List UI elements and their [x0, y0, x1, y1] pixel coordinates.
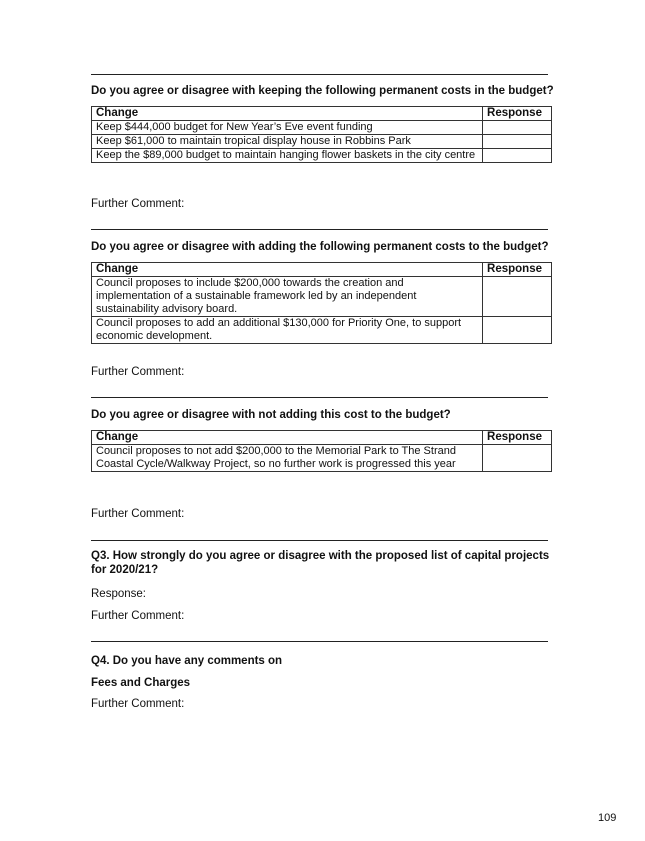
sub-heading: Fees and Charges	[91, 677, 191, 689]
response-cell[interactable]	[483, 135, 552, 149]
divider-rule	[91, 229, 548, 230]
table-header-row	[92, 263, 552, 277]
table-header-row	[92, 107, 552, 121]
table-row	[92, 445, 552, 472]
header-change: Change	[92, 431, 483, 445]
header-response: Response	[483, 107, 552, 121]
change-cell: Council proposes to add an additional $130,000 for Priority One, to support economic development.	[92, 317, 483, 344]
question-heading: Do you agree or disagree with adding the following permanent costs to the budget?	[91, 241, 549, 253]
divider-rule	[91, 74, 548, 75]
page-number: 109	[598, 812, 617, 824]
change-cell: Keep the $89,000 budget to maintain hanging flower baskets in the city centre	[92, 149, 483, 163]
response-cell[interactable]	[483, 149, 552, 163]
divider-rule	[91, 397, 548, 398]
question-heading: Q3. How strongly do you agree or disagree with the proposed list of capital projects for 2020/21?	[91, 550, 550, 576]
change-cell: Council proposes to not add $200,000 to the Memorial Park to The Strand Coastal Cycle/Walkway Project, so no further work is progressed this year	[92, 445, 483, 472]
header-response: Response	[483, 263, 552, 277]
table-header-row	[92, 431, 552, 445]
table-row	[92, 277, 552, 317]
further-comment-label: Further Comment:	[91, 508, 185, 520]
header-change: Change	[92, 263, 483, 277]
response-label: Response:	[91, 588, 146, 600]
response-cell[interactable]	[483, 277, 552, 317]
cost-table-add	[91, 262, 552, 344]
change-cell: Keep $444,000 budget for New Year’s Eve event funding	[92, 121, 483, 135]
table-row	[92, 317, 552, 344]
table-row	[92, 135, 552, 149]
further-comment-label: Further Comment:	[91, 198, 185, 210]
header-response: Response	[483, 431, 552, 445]
change-cell: Council proposes to include $200,000 towards the creation and implementation of a sustainable framework led by an independent sustainability advisory board.	[92, 277, 483, 317]
cost-table-keep	[91, 106, 552, 163]
response-cell[interactable]	[483, 445, 552, 472]
further-comment-label: Further Comment:	[91, 366, 185, 378]
divider-rule	[91, 641, 548, 642]
question-heading: Do you agree or disagree with keeping the following permanent costs in the budget?	[91, 85, 554, 97]
table-row	[92, 149, 552, 163]
divider-rule	[91, 540, 548, 541]
cost-table-not-add	[91, 430, 552, 472]
further-comment-label: Further Comment:	[91, 610, 185, 622]
response-cell[interactable]	[483, 121, 552, 135]
further-comment-label: Further Comment:	[91, 698, 185, 710]
table-row	[92, 121, 552, 135]
header-change: Change	[92, 107, 483, 121]
change-cell: Keep $61,000 to maintain tropical display house in Robbins Park	[92, 135, 483, 149]
question-heading: Do you agree or disagree with not adding this cost to the budget?	[91, 409, 451, 421]
question-heading: Q4. Do you have any comments on	[91, 655, 283, 667]
response-cell[interactable]	[483, 317, 552, 344]
